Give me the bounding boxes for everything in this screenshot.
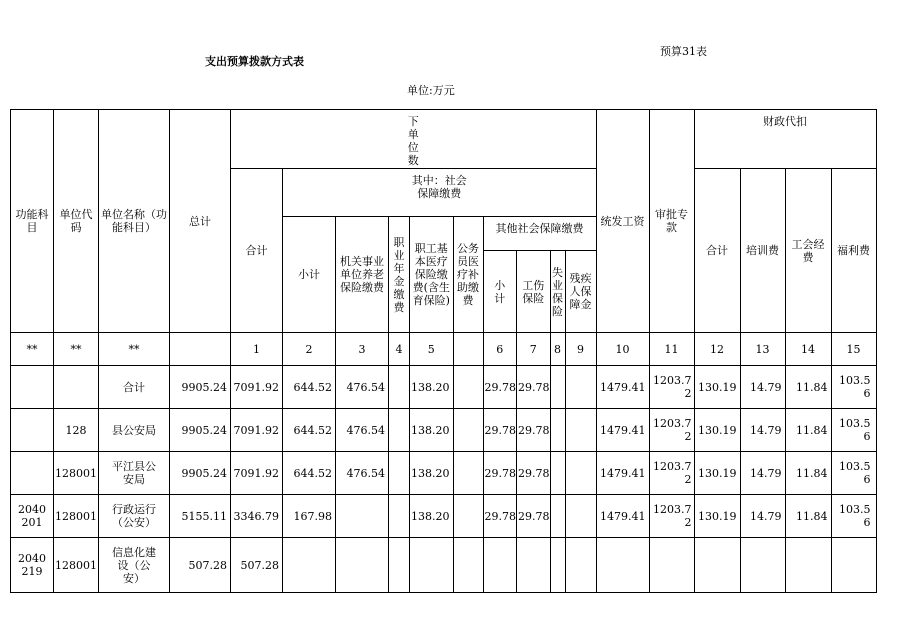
col-other-subtotal: 小计: [483, 251, 517, 333]
cell-sum: 7091.92: [231, 366, 283, 409]
cell-func: 2040219: [11, 538, 54, 593]
cell-training: 14.79: [740, 495, 785, 538]
index-cell: 6: [483, 333, 517, 366]
col-unemployment: 失业保险: [550, 251, 565, 333]
cell-union: 11.84: [785, 452, 831, 495]
index-cell: 2: [283, 333, 336, 366]
index-cell: 7: [517, 333, 551, 366]
cell-code: 128001: [54, 538, 99, 593]
cell-training: 14.79: [740, 452, 785, 495]
cell-other-subtotal: 29.78: [483, 452, 517, 495]
cell-injury: 29.78: [517, 409, 551, 452]
index-cell: 11: [649, 333, 694, 366]
cell-salary: 1479.41: [596, 409, 649, 452]
col-fiscal-withhold: 财政代扣: [694, 110, 876, 169]
cell-sum: 7091.92: [231, 452, 283, 495]
cell-medical: 138.20: [410, 452, 454, 495]
cell-civil: [453, 409, 483, 452]
cell-annuity: [389, 409, 410, 452]
cell-name: 县公安局: [99, 409, 170, 452]
cell-salary: [596, 538, 649, 593]
cell-union: 11.84: [785, 366, 831, 409]
cell-total: 9905.24: [170, 366, 231, 409]
cell-total: 9905.24: [170, 452, 231, 495]
col-unit-name: 单位名称（功能科目）: [99, 110, 170, 333]
cell-total: 9905.24: [170, 409, 231, 452]
cell-annuity: [389, 452, 410, 495]
page-title: 支出预算拨款方式表: [205, 55, 304, 68]
cell-union: 11.84: [785, 409, 831, 452]
cell-subtotal: 167.98: [283, 495, 336, 538]
cell-code: 128001: [54, 452, 99, 495]
cell-welfare: [831, 538, 876, 593]
index-cell: 5: [410, 333, 454, 366]
cell-pension: 476.54: [336, 366, 389, 409]
index-cell: 13: [740, 333, 785, 366]
cell-salary: 1479.41: [596, 495, 649, 538]
cell-disability: [565, 409, 596, 452]
index-cell: 4: [389, 333, 410, 366]
index-cell: 3: [336, 333, 389, 366]
cell-name: 平江县公安局: [99, 452, 170, 495]
cell-name: 合计: [99, 366, 170, 409]
col-pension: 机关事业单位养老保险缴费: [336, 217, 389, 333]
cell-other-subtotal: 29.78: [483, 366, 517, 409]
cell-training: [740, 538, 785, 593]
index-cell: 9: [565, 333, 596, 366]
cell-pension: 476.54: [336, 452, 389, 495]
cell-disability: [565, 366, 596, 409]
cell-other-subtotal: 29.78: [483, 495, 517, 538]
index-cell: **: [99, 333, 170, 366]
cell-union: 11.84: [785, 495, 831, 538]
cell-annuity: [389, 495, 410, 538]
cell-code: [54, 366, 99, 409]
col-medical: 职工基本医疗保险缴费(含生育保险): [410, 217, 454, 333]
cell-code: 128001: [54, 495, 99, 538]
cell-annuity: [389, 366, 410, 409]
index-cell: 1: [231, 333, 283, 366]
col-subtotal: 小计: [283, 217, 336, 333]
cell-subtotal: [283, 538, 336, 593]
cell-civil: [453, 452, 483, 495]
table-row: [11, 495, 877, 538]
col-training: 培训费: [740, 169, 785, 333]
cell-subtotal: 644.52: [283, 366, 336, 409]
cell-unemployment: [550, 409, 565, 452]
cell-civil: [453, 538, 483, 593]
col-welfare: 福利费: [831, 169, 876, 333]
index-cell: [453, 333, 483, 366]
cell-civil: [453, 495, 483, 538]
cell-medical: [410, 538, 454, 593]
col-total: 总计: [170, 110, 231, 333]
cell-approval: [649, 538, 694, 593]
index-cell: 14: [785, 333, 831, 366]
cell-pension: 476.54: [336, 409, 389, 452]
cell-fiscal-total: 130.19: [694, 452, 740, 495]
budget-table: [10, 109, 877, 593]
cell-code: 128: [54, 409, 99, 452]
table-row: [11, 366, 877, 409]
cell-welfare: 103.56: [831, 409, 876, 452]
cell-func: [11, 409, 54, 452]
cell-approval: 1203.72: [649, 495, 694, 538]
col-fiscal-total: 合计: [694, 169, 740, 333]
index-cell: 8: [550, 333, 565, 366]
cell-unemployment: [550, 538, 565, 593]
cell-disability: [565, 538, 596, 593]
cell-fiscal-total: 130.19: [694, 366, 740, 409]
cell-medical: 138.20: [410, 409, 454, 452]
col-approval: 审批专款: [649, 110, 694, 333]
cell-pension: [336, 538, 389, 593]
cell-welfare: 103.56: [831, 452, 876, 495]
cell-fiscal-total: 130.19: [694, 495, 740, 538]
table-row: [11, 538, 877, 593]
cell-name: 信息化建设（公安）: [99, 538, 170, 593]
cell-approval: 1203.72: [649, 409, 694, 452]
cell-injury: 29.78: [517, 495, 551, 538]
index-cell: 15: [831, 333, 876, 366]
cell-fiscal-total: 130.19: [694, 409, 740, 452]
col-disability: 残疾人保障金: [565, 251, 596, 333]
cell-total: 507.28: [170, 538, 231, 593]
cell-salary: 1479.41: [596, 452, 649, 495]
cell-unemployment: [550, 495, 565, 538]
cell-disability: [565, 495, 596, 538]
cell-civil: [453, 366, 483, 409]
cell-training: 14.79: [740, 409, 785, 452]
unit-label: 单位:万元: [407, 84, 455, 97]
col-sum: 合计: [231, 169, 283, 333]
cell-approval: 1203.72: [649, 366, 694, 409]
cell-func: 2040201: [11, 495, 54, 538]
col-lower-unit-pay: 下单位数: [231, 110, 597, 169]
col-unit-code: 单位代码: [54, 110, 99, 333]
col-injury: 工伤保险: [517, 251, 551, 333]
cell-union: [785, 538, 831, 593]
cell-sum: 3346.79: [231, 495, 283, 538]
cell-approval: 1203.72: [649, 452, 694, 495]
col-unified-salary: 统发工资: [596, 110, 649, 333]
cell-func: [11, 366, 54, 409]
cell-salary: 1479.41: [596, 366, 649, 409]
cell-unemployment: [550, 366, 565, 409]
cell-subtotal: 644.52: [283, 452, 336, 495]
col-union: 工会经费: [785, 169, 831, 333]
table-number: 预算31表: [660, 45, 707, 58]
cell-other-subtotal: 29.78: [483, 409, 517, 452]
col-other-social: 其他社会保障缴费: [483, 217, 596, 251]
cell-training: 14.79: [740, 366, 785, 409]
cell-func: [11, 452, 54, 495]
index-row: [11, 333, 877, 366]
table-row: [11, 409, 877, 452]
index-cell: 12: [694, 333, 740, 366]
table-row: [11, 452, 877, 495]
index-cell: [170, 333, 231, 366]
index-cell: 10: [596, 333, 649, 366]
col-among-social: 其中：社会保障缴费: [283, 169, 597, 217]
col-civil-medical: 公务员医疗补助缴费: [453, 217, 483, 333]
cell-total: 5155.11: [170, 495, 231, 538]
cell-injury: 29.78: [517, 366, 551, 409]
cell-pension: [336, 495, 389, 538]
cell-welfare: 103.56: [831, 366, 876, 409]
cell-welfare: 103.56: [831, 495, 876, 538]
cell-subtotal: 644.52: [283, 409, 336, 452]
cell-injury: 29.78: [517, 452, 551, 495]
cell-sum: 507.28: [231, 538, 283, 593]
cell-name: 行政运行（公安）: [99, 495, 170, 538]
cell-medical: 138.20: [410, 366, 454, 409]
col-func-subject: 功能科目: [11, 110, 54, 333]
cell-sum: 7091.92: [231, 409, 283, 452]
cell-injury: [517, 538, 551, 593]
index-cell: **: [54, 333, 99, 366]
cell-annuity: [389, 538, 410, 593]
cell-unemployment: [550, 452, 565, 495]
cell-fiscal-total: [694, 538, 740, 593]
cell-other-subtotal: [483, 538, 517, 593]
col-annuity: 职业年金缴费: [389, 217, 410, 333]
index-cell: **: [11, 333, 54, 366]
cell-disability: [565, 452, 596, 495]
cell-medical: 138.20: [410, 495, 454, 538]
